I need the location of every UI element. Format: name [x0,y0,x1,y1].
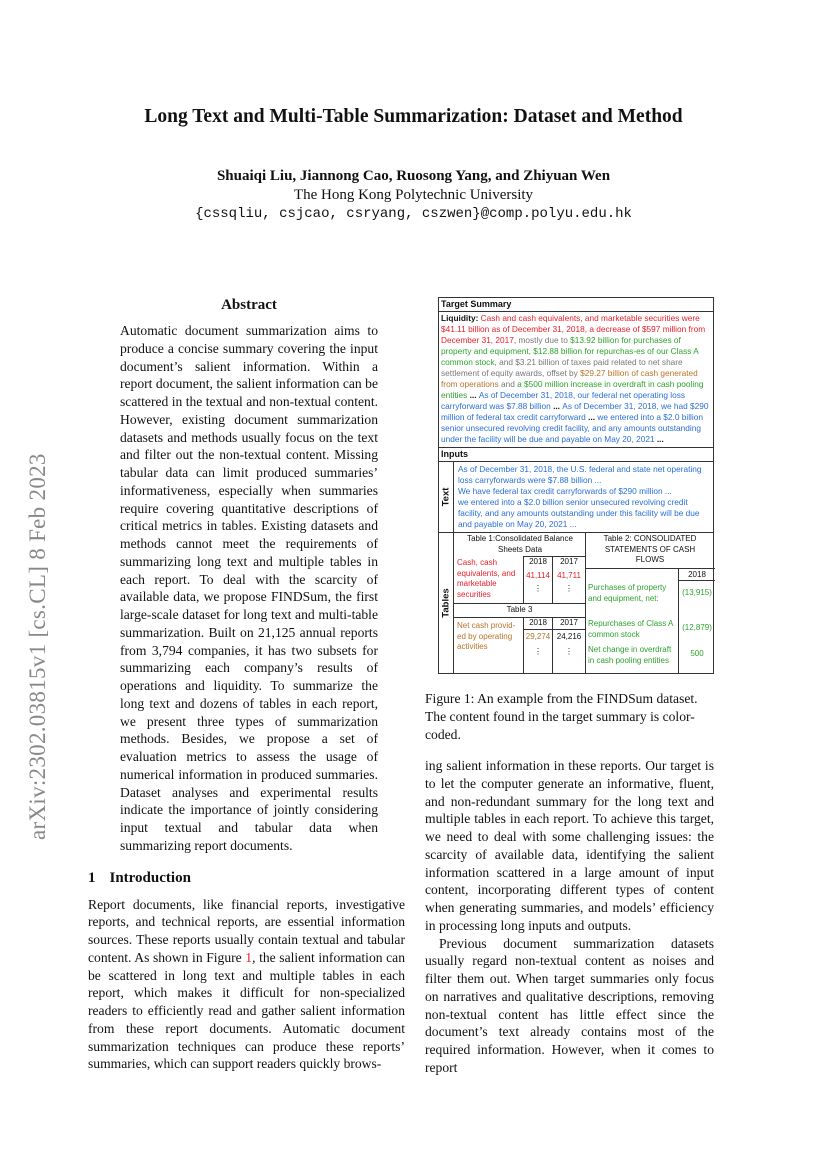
table2-row-label: Purchases of property and equipment, net: [588,583,667,603]
paragraph: Previous document summarization datasets usually regard non-textual content as noises and filter them out. When target summaries only focus on narratives and qualitative descriptions, removing non-textual content has little effect since the document’s text already contains most of the required information. However, when it comes to report [425,935,714,1075]
ellipsis: ⋮ [534,584,542,593]
ellipsis: ⋮ [534,647,542,656]
summary-segment-green: a $500 million increase in overdraft in cash pooling entities [441,379,704,400]
paragraph: ing salient information in these reports. Our target is to let the computer generate an informative, fluent, and non-redundant summary for the long text and multiple tables in each report. To achieve this target, we need to deal with some challenging issues: the scarcity of available data, identifying the salient information scattered in a large amount of input content, incorporating different types of content when generating summaries, and models’ efficiency in processing long inputs and outputs. [425,758,714,933]
figure-container [425,297,714,743]
tables-area [454,533,713,673]
text-input-row [439,461,713,532]
left-column [88,296,405,1073]
table2-row-label: Net change in overdraft in cash pooling entities [588,645,672,665]
paper-title: Long Text and Multi-Table Summarization: Dataset and Method [144,106,683,127]
table2-row-label: Repurchases of Class A common stock [588,619,673,639]
figure-reference-link[interactable]: 1 [245,949,253,965]
summary-segment-black: ... [550,401,563,411]
affiliation: The Hong Kong Polytechnic University [293,187,534,203]
target-summary-heading: Target Summary [439,298,713,312]
table3-value: 29,274 [525,632,551,641]
table1-value: 41,114 [526,571,550,580]
table3-year: 2018 [529,618,547,627]
table3-row-label: Net cash provid-ed by operating activities [457,621,516,651]
summary-segment-blue: As of December 31, 2018, we had $290 million of federal tax credit carryforward [441,401,709,422]
abstract-text: Automatic document summarization aims to produce a concise summary covering the input document’s salient information. Within a report document, the salient information can be scattered in the textual and non-textual content. However, existing document summarization datasets and methods usually focus on the text and filter out the non-textual content. Missing tabular data can limit produced summaries’ informativeness, especially when summaries require covering quantitative descriptions of critical metrics in tables. Existing datasets and methods cannot meet the requirements of summarizing long text and multiple tables in each report. To deal with the scarcity of available data, we propose FINDSum, the first large-scale dataset for long text and multi-table summarization. Built on 21,125 annual reports from 3,794 companies, it has two subsets for summarizing each company’s results of operations and liquidity. To summarize the long text and dozens of tables in each report, we present three types of summarization methods. Besides, we propose a set of evaluation metrics to assess the usage of numerical information in produced summaries. Dataset analyses and experimental results indicate the importance of jointly considering input textual and tabular data when summarizing report documents. [120,323,378,853]
arxiv-identifier[interactable]: arXiv:2302.03815v1 [cs.CL] 8 Feb 2023 [25,453,50,840]
table1-year: 2018 [529,557,547,566]
text-label: Text [439,462,454,532]
table2-title: Table 2: CONSOLIDATED STATEMENTS OF CASH FLOWS [603,534,697,564]
authors: Shuaiqi Liu, Jiannong Cao, Ruosong Yang, and Zhiyuan Wen [216,168,611,184]
summary-segment-black: ... [467,390,479,400]
section-number: 1 [88,869,96,886]
input-text-line: As of December 31, 2018, the U.S. federal and state net operating loss carryforwards were $7.88 billion ... [458,464,702,485]
summary-segment-red: Cash and cash equivalents, and marketable securities were $41.11 billion as of December 31, 2018, a decrease of $597 million from December 31, 2017, [441,313,706,345]
summary-segment-gray: mostly due to [516,335,571,345]
inputs-heading: Inputs [441,449,468,459]
summary-segment-green: $13.92 billion for purchases of property and equipment, $12.88 billion for repurchas-es of our Class A common stock [441,335,699,367]
table1-year: 2017 [560,557,578,566]
table3-value: 24,216 [556,632,582,641]
table2-value: (12,879) [682,623,712,632]
input-text-line: We have federal tax credit carryforwards of $290 million ... [458,486,672,496]
table3-year: 2017 [560,618,578,627]
table1-value: 41,711 [557,571,581,580]
tables-input-row [439,532,713,673]
introduction-text [88,896,405,1074]
input-text [454,462,713,532]
right-column-text [425,757,714,1077]
summary-segment-black: ... [654,434,664,444]
target-summary-text [439,312,713,448]
table2-year: 2018 [688,570,706,579]
summary-segment-blue: As of December 31, 2018, our federal net operating loss carryforward was $7.88 billion [441,390,685,411]
table2-value: 500 [690,649,704,658]
intro-text-part: , the salient information can be scattered in long text and multiple tables in each report, which makes it difficult for non-specialized readers to efficiently read and gather salient information from these report documents. Automatic document summarization techniques can produce these reports’ summaries, which can support readers quickly brows- [88,949,405,1072]
ellipsis: ⋮ [565,647,573,656]
table2-value: (13,915) [682,588,712,597]
abstract-heading: Abstract [221,297,277,313]
summary-segment-blue: we entered into a $2.0 billion senior unsecured revolving credit facility, and any amounts outstanding under the facility will be due and payable on May 20, 2021 [441,412,703,444]
table3-title: Table 3 [506,605,533,614]
section-title: Introduction [109,869,191,886]
author-emails: {cssqliu, csjcao, csryang, cszwen}@comp.polyu.edu.hk [195,206,632,222]
summary-segment-orange: $29.27 billion of cash generated from operations [441,368,698,389]
tables-label: Tables [439,533,454,673]
ellipsis: ⋮ [565,584,573,593]
table1-row-label: Cash, cash equivalents, and marketable securities [457,558,516,599]
figure-1 [438,297,714,674]
figure-caption: Figure 1: An example from the FINDSum dataset. The content found in the target summary is color-coded. [425,691,698,742]
intro-text-part: Report documents, like financial reports, investigative reports, and technical reports, are essential information sources. These reports usually contain textual and tabular content. As shown in Figure [88,896,405,965]
section-heading-introduction [88,869,405,887]
input-text-line: we entered into a $2.0 billion senior unsecured revolving credit facility, and any amounts outstanding under this facility will be due and payable on May 20, 2021 ... [458,497,700,529]
summary-segment-black: Liquidity: [441,313,481,323]
summary-segment-gray: and [498,379,518,389]
summary-segment-black: ... [585,412,598,422]
table1-title: Table 1:Consolidated Balance Sheets Data [467,534,573,554]
summary-segment-gray: , and $3.21 billion of taxes paid related to net share settlement of equity awards, offset by [441,357,683,378]
